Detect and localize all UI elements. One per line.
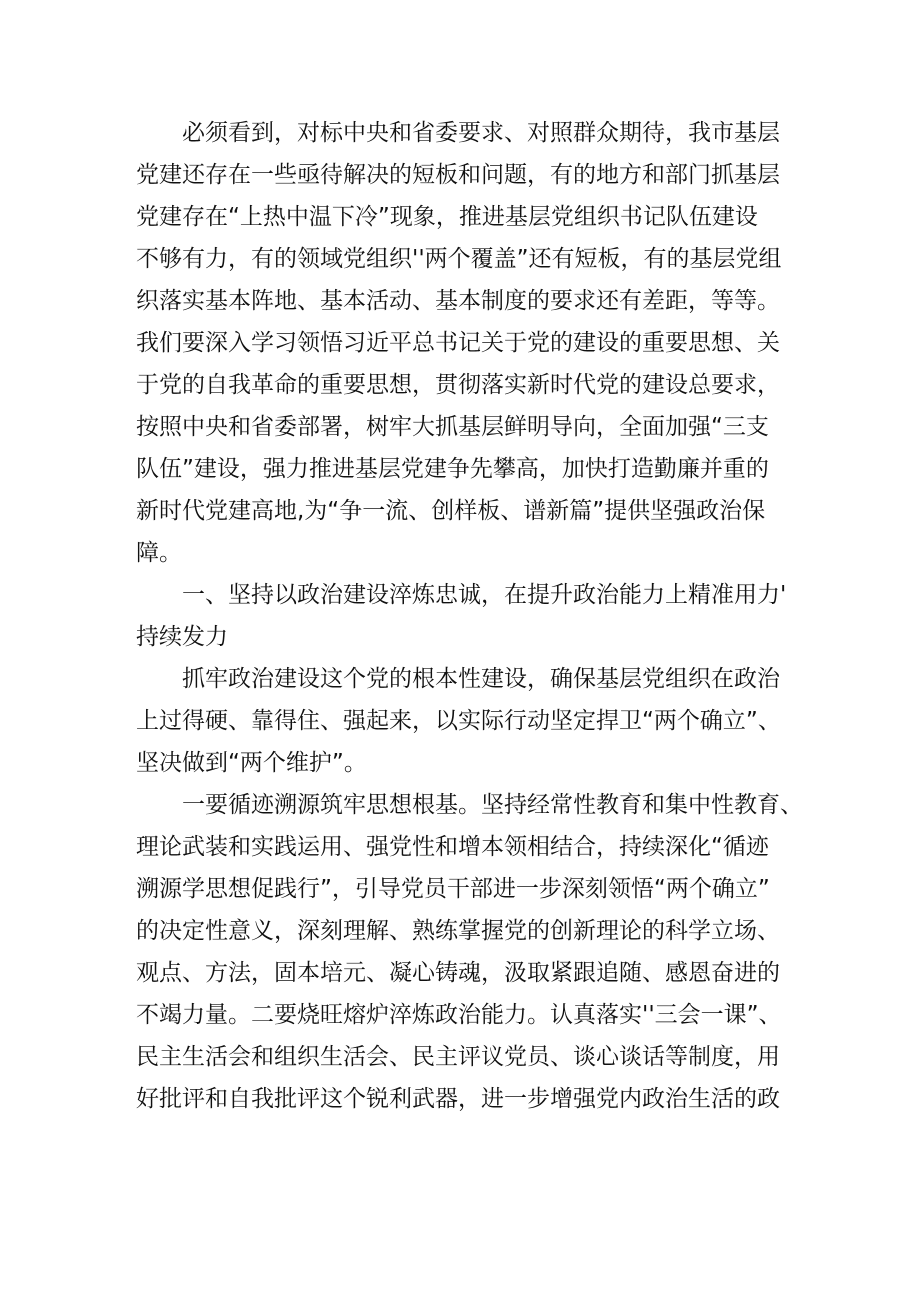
text-line: 坚决做到“两个维护”。 xyxy=(136,750,367,776)
text-line: 新时代党建高地,为“争一流、创样板、谱新篇”提供坚强政治保 xyxy=(136,498,766,524)
text-line: 必须看到，对标中央和省委要求、对照群众期待，我市基层 xyxy=(182,120,780,146)
text-line: 我们要深入学习领悟习近平总书记关于党的建设的重要思想、关 xyxy=(136,330,780,356)
text-line: 一要循迹溯源筑牢思想根基。坚持经常性教育和集中性教育、 xyxy=(182,792,803,818)
document-body xyxy=(136,112,803,1120)
text-line: 队伍”建设，强力推进基层党建争先攀高，加快打造勤廉并重的 xyxy=(136,456,769,482)
section-heading xyxy=(136,574,796,658)
text-line: 按照中央和省委部署，树牢大抓基层鲜明导向，全面加强“三支 xyxy=(136,414,769,440)
text-line: 织落实基本阵地、基本活动、基本制度的要求还有差距，等等。 xyxy=(136,288,780,314)
text-line: 党建还存在一些亟待解决的短板和问题，有的地方和部门抓基层 xyxy=(136,162,780,188)
text-line: 溯源学思想促践行”，引导党员干部进一步深刻领悟“两个确立” xyxy=(136,876,770,902)
paragraph-intro xyxy=(136,112,796,574)
text-line: 障。 xyxy=(136,540,182,566)
heading-line: 持续发力 xyxy=(136,624,228,650)
text-line: 理论武装和实践运用、强党性和增本领相结合，持续深化“循迹 xyxy=(136,834,769,860)
text-line: 抓牢政治建设这个党的根本性建设，确保基层党组织在政治 xyxy=(182,666,780,692)
paragraph-section-intro xyxy=(136,658,796,784)
text-line: 的决定性意义，深刻理解、熟练掌握党的创新理论的科学立场、 xyxy=(136,918,780,944)
text-line: 上过得硬、靠得住、强起来，以实际行动坚定捍卫“两个确立”、 xyxy=(136,708,781,734)
text-line: 观点、方法，固本培元、凝心铸魂，汲取紧跟追随、感恩奋进的 xyxy=(136,960,780,986)
text-line: 于党的自我革命的重要思想，贯彻落实新时代党的建设总要求， xyxy=(136,372,780,398)
text-line: 不竭力量。二要烧旺熔炉淬炼政治能力。认真落实''三会一课”、 xyxy=(136,1002,782,1028)
text-line: 党建存在“上热中温下冷”现象，推进基层党组织书记队伍建设 xyxy=(136,204,758,230)
text-line: 民主生活会和组织生活会、民主评议党员、谈心谈话等制度，用 xyxy=(136,1044,780,1070)
text-line: 不够有力，有的领域党组织''两个覆盖”还有短板，有的基层党组 xyxy=(136,246,782,272)
text-line: 好批评和自我批评这个锐利武器，进一步增强党内政治生活的政 xyxy=(136,1086,780,1112)
heading-line: 一、坚持以政治建设淬炼忠诚，在提升政治能力上精准用力' xyxy=(182,582,787,608)
paragraph-measures xyxy=(136,784,803,1120)
